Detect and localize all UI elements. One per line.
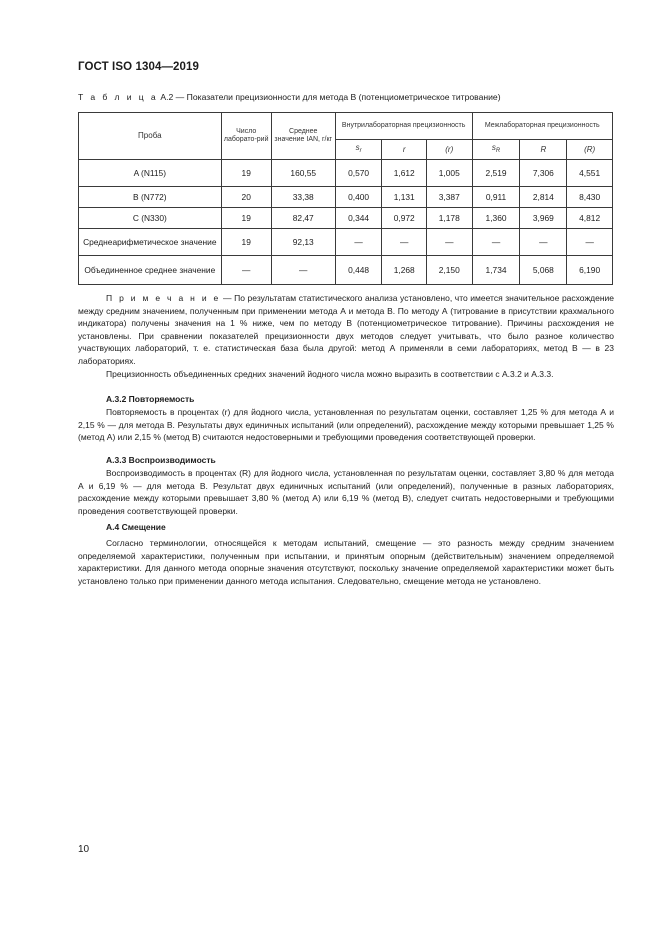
- table-row: [79, 208, 613, 229]
- cell-mean: —: [271, 256, 335, 285]
- table-row: [79, 187, 613, 208]
- table-note: [78, 292, 614, 367]
- header-sR: $s_R$: [472, 140, 520, 160]
- header-intra-precision: Внутрилабораторная прецизионность: [335, 113, 472, 140]
- cell-r-paren: 2,150: [426, 256, 472, 285]
- section-a32-text: Повторяемость в процентах (r) для йодного числа, установленная по результатам оценки, составляет 1,25 % для метода А и 2,15 % — для метода В. Результаты двух единичных испытаний (или определений), расхождение между которыми превышает 1,25 % (метод А) или 2,15 % (метод В) считаются недостоверными и требующими проведения соответствующей проверки.: [78, 407, 614, 442]
- cell-mean: 33,38: [271, 187, 335, 208]
- cell-R-paren: —: [567, 229, 613, 256]
- precision-table: [78, 112, 613, 285]
- cell-R: 2,814: [520, 187, 567, 208]
- table-caption-prefix: Т а б л и ц а: [78, 92, 158, 102]
- cell-R: —: [520, 229, 567, 256]
- section-heading-a33: А.3.3 Воспроизводимость: [106, 455, 216, 465]
- header-labs: Число лаборато-рий: [221, 113, 271, 160]
- cell-labs: 19: [221, 229, 271, 256]
- header-sr: $s_r$: [335, 140, 382, 160]
- cell-sR: 1,360: [472, 208, 520, 229]
- table-caption-text: А.2 — Показатели прецизионности для метода В (потенциометрическое титрование): [160, 92, 501, 102]
- cell-mean: 82,47: [271, 208, 335, 229]
- cell-r: 1,612: [382, 160, 426, 187]
- header-sample: Проба: [79, 113, 222, 160]
- header-mean: Среднее значение IAN, г/кг: [271, 113, 335, 160]
- document-header-title: ГОСТ ISO 1304—2019: [78, 61, 200, 73]
- cell-sample: Объединенное среднее значение: [79, 256, 222, 285]
- header-R: R: [520, 140, 567, 160]
- cell-mean: 160,55: [271, 160, 335, 187]
- cell-r: 1,131: [382, 187, 426, 208]
- page-number: 10: [78, 844, 90, 855]
- cell-R: 5,068: [520, 256, 567, 285]
- section-a4-body: [78, 537, 614, 587]
- section-heading-a4: А.4 Смещение: [106, 522, 166, 532]
- cell-sR: 1,734: [472, 256, 520, 285]
- cell-sample: A (N115): [79, 160, 222, 187]
- section-a33-text: Воспроизводимость в процентах (R) для йодного числа, установленная по результатам оценки, составляет 3,80 % для метода А и 6,19 % — для метода В. Результат двух единичных испытаний (или определений), полученные в разных лабораториях, расхождение между которыми превышает 3,80 % (метод А) или 6,19 % (метод В), следует считать недостоверными и требующими проведения соответствующей проверки.: [78, 468, 614, 516]
- cell-labs: —: [221, 256, 271, 285]
- cell-sr: 0,570: [335, 160, 382, 187]
- cell-sr: 0,400: [335, 187, 382, 208]
- cell-sR: —: [472, 229, 520, 256]
- cell-r: —: [382, 229, 426, 256]
- cell-mean: 92,13: [271, 229, 335, 256]
- table-row: [79, 256, 613, 285]
- header-R-paren: (R): [567, 140, 613, 160]
- combined-precision-text: Прецизионность объединенных средних значений йодного числа можно выразить в соответствии с А.3.2 и А.3.3.: [106, 369, 554, 379]
- header-r-paren: (r): [426, 140, 472, 160]
- cell-labs: 19: [221, 208, 271, 229]
- cell-r-paren: 1,005: [426, 160, 472, 187]
- cell-sample: B (N772): [79, 187, 222, 208]
- header-r: r: [382, 140, 426, 160]
- note-label: П р и м е ч а н и е: [106, 293, 221, 303]
- table-caption: [78, 92, 501, 102]
- cell-R-paren: 4,812: [567, 208, 613, 229]
- cell-sr: 0,344: [335, 208, 382, 229]
- paragraph-combined-precision: [78, 368, 614, 381]
- cell-R-paren: 4,551: [567, 160, 613, 187]
- cell-sR: 0,911: [472, 187, 520, 208]
- cell-sr: 0,448: [335, 256, 382, 285]
- header-inter-precision: Межлабораторная прецизионность: [472, 113, 612, 140]
- cell-sample: C (N330): [79, 208, 222, 229]
- cell-sample: Среднеарифметическое значение: [79, 229, 222, 256]
- section-a33-body: [78, 467, 614, 517]
- cell-sR: 2,519: [472, 160, 520, 187]
- table-row: [79, 229, 613, 256]
- cell-sr: —: [335, 229, 382, 256]
- section-heading-a32: А.3.2 Повторяемость: [106, 394, 195, 404]
- cell-R: 7,306: [520, 160, 567, 187]
- section-a4-text: Согласно терминологии, относящейся к методам испытаний, смещение — это разность между средним значением определяемой характеристики, полученным при испытании, и принятым опорным (действительным) значением определяемой характеристики. Для данного метода опорные значения отсутствуют, поскольку значение определяемой характеристики может быть установлено только при применении данного метода испытания. Следовательно, смещение метода не установлено.: [78, 538, 614, 586]
- cell-labs: 19: [221, 160, 271, 187]
- section-a32-body: [78, 406, 614, 444]
- cell-r: 1,268: [382, 256, 426, 285]
- cell-labs: 20: [221, 187, 271, 208]
- cell-r: 0,972: [382, 208, 426, 229]
- note-text: — По результатам статистического анализа установлено, что имеется значительное расхождение между средним значением, полученным при применении метода А и метода В. По методу А (титрование в присутствии крахмального индикатора) получены значения на 1 % ниже, чем по методу В (потенциометрическое титрование). Причины расхождения не установлены. При сравнении показателей прецизионности двух методов следует учитывать, что было разное количество участвующих лабораторий, т. е. статистическая база была другой: метод А применяли в семи лабораториях, метод В — в 23 лабораториях.: [78, 293, 614, 366]
- cell-r-paren: —: [426, 229, 472, 256]
- cell-r-paren: 1,178: [426, 208, 472, 229]
- cell-R-paren: 8,430: [567, 187, 613, 208]
- cell-r-paren: 3,387: [426, 187, 472, 208]
- table-row: [79, 160, 613, 187]
- cell-R: 3,969: [520, 208, 567, 229]
- cell-R-paren: 6,190: [567, 256, 613, 285]
